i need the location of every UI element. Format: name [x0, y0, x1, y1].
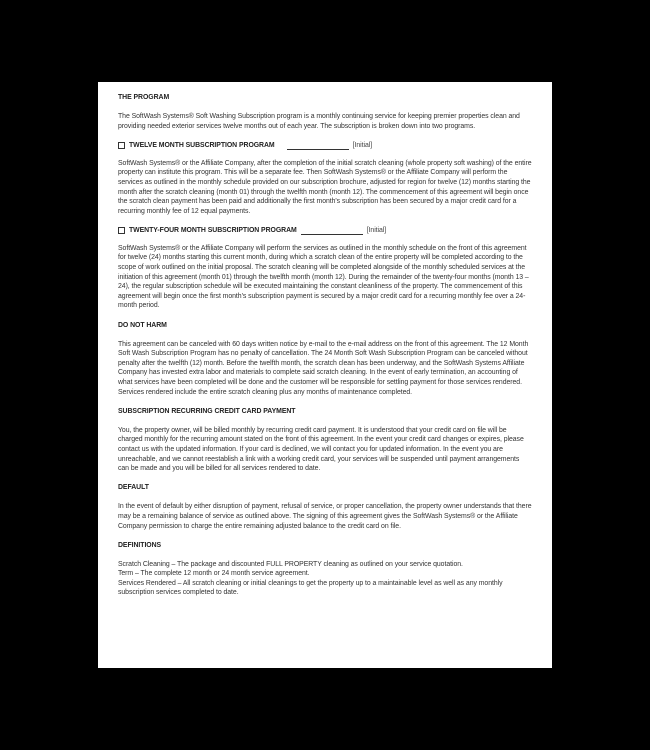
section-heading-definitions: DEFINITIONS — [118, 541, 162, 549]
twenty-four-month-checkbox[interactable] — [118, 227, 125, 234]
twenty-four-month-body: SoftWash Systems® or the Affiliate Company will perform the services as outlined in the monthly schedule on the front of this agreement for twelve (24) months starting this current month, during which a scratch clean of the entire property will be completed according to the scope of work outlined on the initial proposal. The scratch cleaning will be completed alongside of the monthly scheduled services at the initiation of this agreement (month 01) through the twelfth month (month 12). During the remainder of the twenty-four months (month 13 – 24), the regular subscription schedule will be executed maintaining the constant cleanliness of the property. The commencement of this agreement will begin once the first month's subscription payment is secured by a major credit card for a recurring monthly fee over a 24-month period. — [118, 244, 529, 310]
default-body: In the event of default by either disruption of payment, refusal of service, or proper cancellation, the property owner understands that there may be a remaining balance of service as outlined above. The signing of this agreement gives the SoftWash Systems® or the Affiliate Company permission to charge the entire remaining adjusted balance to the credit card on file. — [118, 503, 532, 530]
definition-term: Term – The complete 12 month or 24 month service agreement. — [118, 570, 310, 578]
section-heading-credit-card: SUBSCRIPTION RECURRING CREDIT CARD PAYMENT — [118, 407, 296, 415]
twenty-four-month-initial-label: [Initial] — [366, 227, 387, 235]
twelve-month-label: TWELVE MONTH SUBSCRIPTION PROGRAM — [129, 141, 275, 149]
twelve-month-body: SoftWash Systems® or the Affiliate Company, after the completion of the initial scratch cleaning (whole property soft washing) of the entire property can institute this program. This will be a separate fee. Then SoftWash Systems® or the Affiliate Company will perform the services as outlined in the monthly schedule provided on our subscription brochure, adjusted for region for twelve (12) months starting the month after the scratch cleaning (month 01) through the twelfth month (month 12). The commencement of this agreement will begin once the scratch clean payment has been paid and additionally the first month's subscription has been secured by a major credit card for a recurring monthly fee of 12 equal payments. — [118, 159, 532, 215]
credit-card-body: You, the property owner, will be billed monthly by recurring credit card payment. It is understood that your credit card on file will be charged monthly for the recurring amount stated on the front of this agreement. In the event your credit card changes or expires, please contact us with the updated information. If your card is declined, we will contact you for updated information. In the event you are unreachable, and we cannot reestablish a link with a working credit card, your services will be suspended until payment arrangements can be made and you will be billed for all services rendered to date. — [118, 426, 524, 473]
twelve-month-option — [118, 141, 532, 151]
section-heading-do-not-harm: DO NOT HARM — [118, 321, 167, 329]
definition-scratch-cleaning: Scratch Cleaning – The package and discounted FULL PROPERTY cleaning as outlined on your service quotation. — [118, 560, 463, 568]
twelve-month-checkbox[interactable] — [118, 142, 125, 149]
section-heading-program: THE PROGRAM — [118, 94, 170, 101]
section-heading-default: DEFAULT — [118, 484, 149, 492]
document-page — [98, 82, 552, 668]
twelve-month-initial-label: [Initial] — [352, 141, 373, 149]
definition-services-rendered: Services Rendered – All scratch cleaning or initial cleanings to get the property up to a maintainable level as well as any monthly subscription services completed to date. — [118, 579, 503, 597]
do-not-harm-body: This agreement can be canceled with 60 days written notice by e-mail to the e-mail address on the front of this agreement. The 12 Month Soft Wash Subscription Program has no penalty of cancellation. The 24 Month Soft Wash Subscription Program can be canceled without penalty after the twelfth (12) month. Before the twelfth month, the scratch clean has been underway, and the SoftWash Systems Affiliate Company has invested extra labor and materials to complete said scratch cleaning. In the event of early termination, an accounting of what services have been completed will be done and the customer will be responsible for settling payment for those services rendered. Services rendered include the entire scratch cleaning plus any months of maintenance completed. — [118, 340, 529, 396]
program-intro: The SoftWash Systems® Soft Washing Subscription program is a monthly continuing service for keeping premier properties clean and providing needed exterior services twelve months out of each year. The subscription is broken down into two programs. — [118, 113, 520, 130]
twelve-month-initial-field[interactable] — [287, 142, 349, 150]
twenty-four-month-initial-field[interactable] — [301, 227, 363, 235]
twenty-four-month-label: TWENTY-FOUR MONTH SUBSCRIPTION PROGRAM — [129, 227, 297, 235]
twenty-four-month-option — [118, 226, 532, 236]
